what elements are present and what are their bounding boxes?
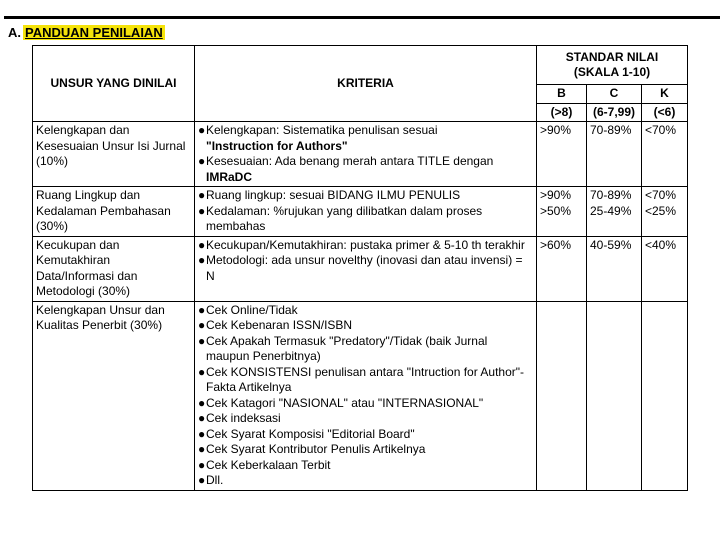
criteria-text: Cek Keberkalaan Terbit [206,457,331,472]
criteria-item [198,303,533,319]
criteria-text: Cek Kebenaran ISSN/ISBN [206,318,353,332]
criteria-item [198,188,533,204]
top-rule [4,16,720,19]
criteria-item [198,411,533,427]
unsur-cell: Kecukupan dan Kemutakhiran Data/Informasi dan Metodologi (30%) [33,236,195,301]
criteria-text: Kelengkapan: Sistematika penulisan sesuai [206,123,438,137]
criteria-cell [195,301,537,490]
unsur-cell: Ruang Lingkup dan Kedalaman Pembahasan (30%) [33,187,195,237]
criteria-item [198,253,533,284]
value-k: <40% [642,236,688,301]
header-kriteria: KRITERIA [195,46,537,122]
value-c [587,187,642,237]
bullet-icon: ● [198,364,206,379]
bullet-icon: ● [198,457,206,472]
bullet-icon: ● [198,395,206,410]
bullet-icon: ● [198,302,206,317]
criteria-item [198,318,533,334]
value-b: >60% [537,236,587,301]
criteria-item [198,365,533,396]
bullet-icon: ● [198,442,206,456]
value-c [587,301,642,490]
criteria-bold-text: IMRaDC [206,169,253,184]
value-k-2: <25% [645,203,677,218]
criteria-item [198,442,533,458]
unsur-cell: Kelengkapan Unsur dan Kualitas Penerbit (30%) [33,301,195,490]
table-row [33,187,688,237]
criteria-item [198,427,533,443]
criteria-bold-text: "Instruction for Authors" [206,138,348,153]
value-k: <70% [642,122,688,187]
value-c-2: 25-49% [590,203,632,218]
value-k-1: <70% [645,188,677,202]
section-heading [6,23,165,43]
unsur-cell: Kelengkapan dan Kesesuaian Unsur Isi Jurnal (10%) [33,122,195,187]
criteria-item [198,204,533,235]
bullet-icon: ● [198,253,206,267]
bullet-icon: ● [198,426,206,441]
criteria-item [198,123,533,154]
criteria-item [198,334,533,365]
header-standar [537,46,688,85]
header-unsur: UNSUR YANG DINILAI [33,46,195,122]
grade-b: B [537,85,587,104]
value-b-1: >90% [540,188,572,202]
criteria-text: Cek Katagori "NASIONAL" atau "INTERNASIONAL" [206,395,484,410]
grade-k: K [642,85,688,104]
criteria-item [198,473,533,489]
criteria-cell [195,187,537,237]
criteria-text: Cek KONSISTENSI penulisan antara "Intruction for Author"-Fakta Artikelnya [206,364,524,394]
criteria-text: Kesesuaian: Ada benang merah antara TITLE dengan [206,154,494,168]
criteria-cell [195,122,537,187]
table-row [33,301,688,490]
range-b: (>8) [537,103,587,122]
header-standar-line2: (SKALA 1-10) [573,65,651,79]
value-c: 40-59% [587,236,642,301]
range-k: (<6) [642,103,688,122]
criteria-text: Kecukupan/Kemutakhiran: pustaka primer & 5-10 th terakhir [206,237,525,252]
bullet-icon: ● [198,123,206,137]
grade-c: C [587,85,642,104]
value-b [537,301,587,490]
bullet-icon: ● [198,411,206,425]
value-c-1: 70-89% [590,188,632,202]
value-b [537,187,587,237]
criteria-text: Dll. [206,473,224,487]
criteria-text: Cek Syarat Kontributor Penulis Artikelnya [206,442,426,456]
value-k [642,301,688,490]
bullet-icon: ● [198,188,206,202]
range-c: (6-7,99) [587,103,642,122]
bullet-icon: ● [198,318,206,332]
criteria-text: Cek Syarat Komposisi "Editorial Board" [206,426,415,441]
value-c: 70-89% [587,122,642,187]
criteria-text: Ruang lingkup: sesuai BIDANG ILMU PENULIS [206,188,461,202]
bullet-icon: ● [198,333,206,348]
criteria-item [198,458,533,474]
bullet-icon: ● [198,154,206,168]
bullet-icon: ● [198,473,206,487]
header-standar-line1: STANDAR NILAI [565,49,659,64]
section-title: PANDUAN PENILAIAN [25,25,163,40]
section-letter: A. [8,25,21,40]
value-b: >90% [537,122,587,187]
bullet-icon: ● [198,237,206,252]
value-k [642,187,688,237]
table-row [33,236,688,301]
criteria-text: Kedalaman: %rujukan yang dilibatkan dalam proses membahas [206,203,483,233]
criteria-item [198,238,533,254]
bullet-icon: ● [198,203,206,218]
criteria-text: Cek Apakah Termasuk "Predatory"/Tidak (baik Jurnal maupun Penerbitnya) [206,333,488,363]
criteria-text: Cek indeksasi [206,411,281,425]
value-b-2: >50% [540,203,572,218]
table-row [33,122,688,187]
criteria-text: Metodologi: ada unsur novelthy (inovasi dan atau invensi) = N [206,253,523,283]
criteria-item [198,154,533,185]
criteria-text: Cek Online/Tidak [206,302,298,317]
assessment-table [32,45,688,491]
criteria-item [198,396,533,412]
criteria-cell [195,236,537,301]
